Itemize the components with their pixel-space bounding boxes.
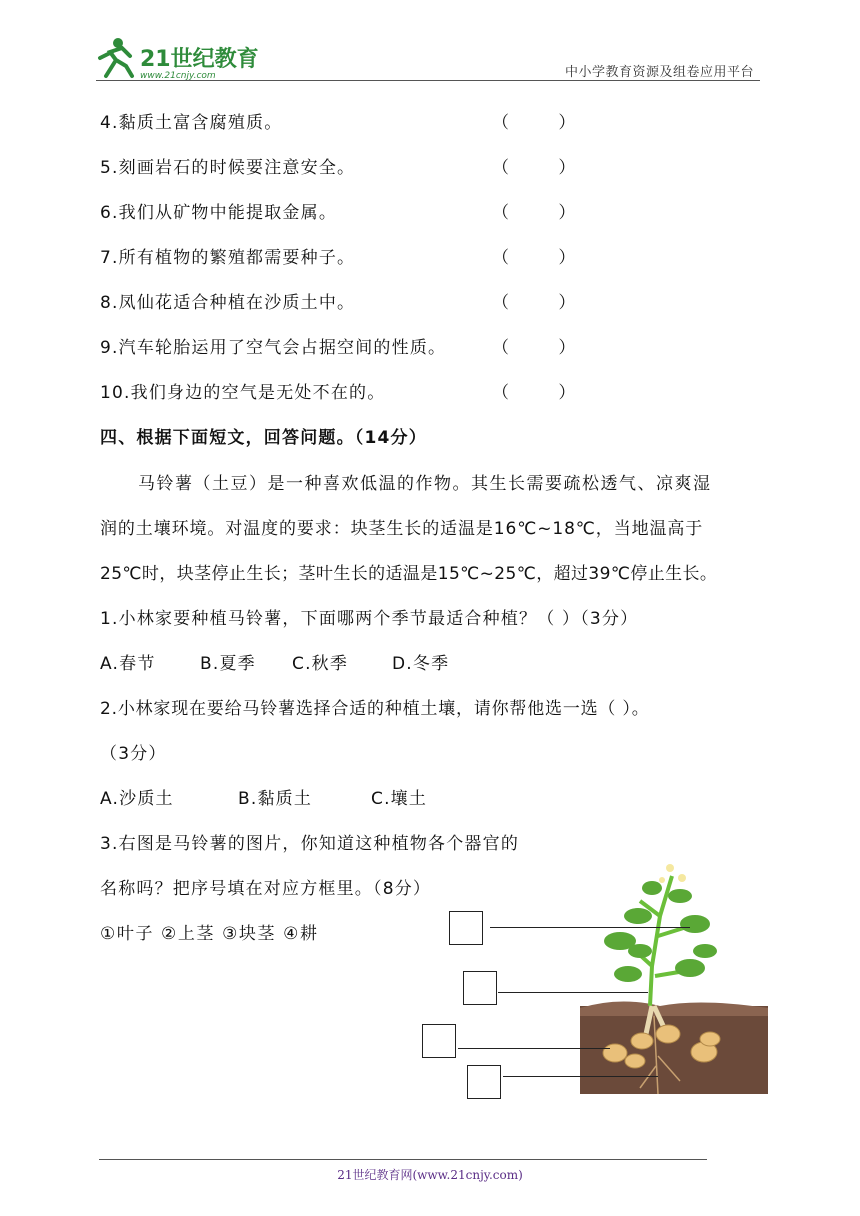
q1-option-c: C.秋季 [292, 654, 349, 674]
answer-paren-5[interactable]: （ ） [492, 158, 598, 178]
answer-paren-9[interactable]: （ ） [492, 338, 598, 358]
q1-option-d: D.冬季 [392, 654, 450, 674]
passage-line-1: 马铃薯（土豆）是一种喜欢低温的作物。其生长需要疏松透气、凉爽湿 [138, 474, 712, 494]
judge-item-7: 7.所有植物的繁殖都需要种子。 [100, 248, 356, 268]
footer-divider [99, 1159, 707, 1160]
answer-box-4[interactable] [467, 1065, 501, 1099]
judge-item-4: 4.黏质土富含腐殖质。 [100, 113, 283, 133]
judge-item-8: 8.凤仙花适合种植在沙质土中。 [100, 293, 356, 313]
question-3-cont: 名称吗？把序号填在对应方框里。（8分） [100, 879, 432, 899]
site-logo [96, 36, 266, 82]
logo-main-text: 21世纪教育 [140, 47, 259, 72]
logo-url-text: www.21cnjy.com [140, 71, 216, 81]
answer-paren-7[interactable]: （ ） [492, 248, 598, 268]
question-2: 2.小林家现在要给马铃薯选择合适的种植土壤，请你帮他选一选（ ）。 [100, 699, 650, 719]
q2-option-a: A.沙质土 [100, 789, 174, 809]
leader-line-2 [498, 992, 648, 993]
q2-option-b: B.黏质土 [238, 789, 313, 809]
section-4-title: 四、根据下面短文，回答问题。（14分） [100, 428, 427, 448]
judge-item-9: 9.汽车轮胎运用了空气会占据空间的性质。 [100, 338, 447, 358]
judge-item-6: 6.我们从矿物中能提取金属。 [100, 203, 338, 223]
q1-option-a: A.春节 [100, 654, 156, 674]
q3-options: ①叶子 ②上茎 ③块茎 ④耕 [100, 924, 319, 944]
leader-line-4 [503, 1076, 658, 1077]
passage-line-2: 润的土壤环境。对温度的要求：块茎生长的适温是16℃~18℃，当地温高于 [100, 519, 704, 539]
runner-icon [100, 38, 132, 76]
q2-option-c: C.壤土 [371, 789, 428, 809]
q1-option-b: B.夏季 [200, 654, 256, 674]
judge-item-10: 10.我们身边的空气是无处不在的。 [100, 383, 386, 403]
header-divider [96, 80, 760, 81]
passage-line-3: 25℃时，块茎停止生长；茎叶生长的适温是15℃~25℃，超过39℃停止生长。 [100, 564, 718, 584]
question-3: 3.右图是马铃薯的图片，你知道这种植物各个器官的 [100, 834, 520, 854]
judge-item-5: 5.刻画岩石的时候要注意安全。 [100, 158, 356, 178]
answer-box-2[interactable] [463, 971, 497, 1005]
question-1: 1.小林家要种植马铃薯，下面哪两个季节最适合种植？（ ）（3分） [100, 609, 639, 629]
platform-name: 中小学教育资源及组卷应用平台 [564, 65, 754, 80]
potato-plant-image [580, 856, 768, 1094]
leader-line-3 [458, 1048, 610, 1049]
footer-text: 21世纪教育网(www.21cnjy.com) [337, 1168, 523, 1182]
answer-paren-4[interactable]: （ ） [492, 113, 598, 133]
answer-box-3[interactable] [422, 1024, 456, 1058]
answer-box-1[interactable] [449, 911, 483, 945]
leader-line-1 [490, 927, 690, 928]
answer-paren-8[interactable]: （ ） [492, 293, 598, 313]
answer-paren-10[interactable]: （ ） [492, 383, 598, 403]
question-2-score: （3分） [100, 744, 167, 764]
answer-paren-6[interactable]: （ ） [492, 203, 598, 223]
